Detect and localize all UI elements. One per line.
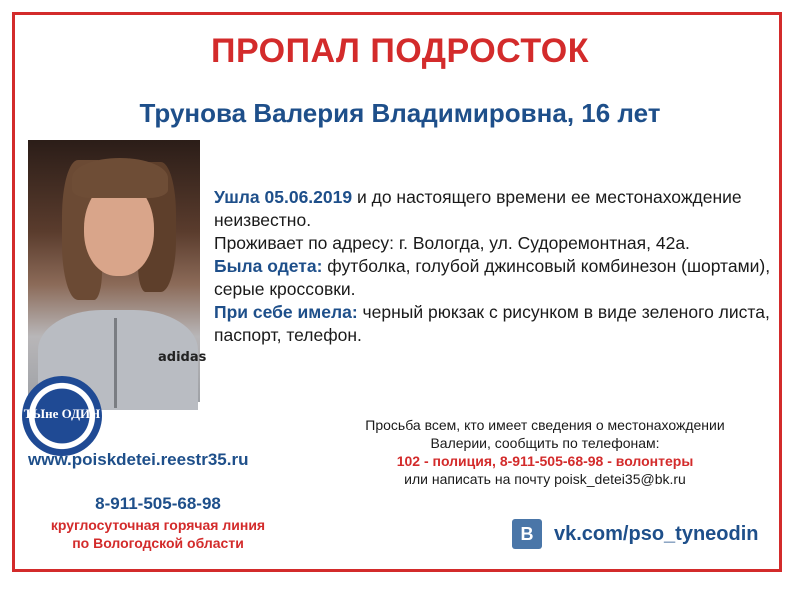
website-link[interactable]: www.poiskdetei.reestr35.ru: [28, 450, 249, 469]
organization-logo: [22, 376, 102, 456]
missing-person-photo: [28, 140, 207, 402]
items-label: При себе имела:: [214, 302, 358, 322]
brand-logo-text: adidas: [158, 350, 207, 365]
request-line-2: Валерии, сообщить по телефонам:: [430, 435, 660, 451]
request-phones: 102 - полиция, 8-911-505-68-98 - волонтеры: [396, 453, 694, 469]
request-email[interactable]: или написать на почту poisk_detei35@bk.ru: [404, 471, 686, 487]
clothes-label: Была одета:: [214, 256, 323, 276]
missing-person-name: Трунова Валерия Владимировна, 16 лет: [139, 98, 661, 128]
zipper-shape: [114, 318, 117, 408]
clothes-paragraph: [214, 255, 774, 301]
logo-text: ТЫне ОДИН: [23, 406, 101, 421]
description: [214, 186, 774, 347]
hotline-number[interactable]: 8-911-505-68-98: [95, 494, 221, 513]
address-paragraph: Проживает по адресу: г. Вологда, ул. Судоремонтная, 42а.: [214, 233, 690, 253]
hotline-description: [28, 516, 288, 552]
hotline-line-2: по Вологодской области: [72, 535, 244, 551]
vk-link[interactable]: vk.com/pso_tyneodin: [554, 522, 759, 545]
hotline-line-1: круглосуточная горячая линия: [50, 517, 266, 533]
contact-request: [330, 416, 760, 488]
hair-shape: [72, 158, 168, 198]
left-date-paragraph: [214, 186, 774, 232]
items-text: черный рюкзак с рисунком в виде зеленого листа, паспорт, телефон.: [214, 302, 770, 345]
left-date-text: и до настоящего времени ее местонахождение неизвестно.: [214, 187, 742, 230]
vk-group[interactable]: [512, 518, 759, 550]
poster-title: ПРОПАЛ ПОДРОСТОК: [211, 32, 589, 70]
vk-icon[interactable]: В: [512, 519, 542, 549]
request-line-1: Просьба всем, кто имеет сведения о местонахождении: [365, 417, 725, 433]
items-paragraph: [214, 301, 774, 347]
clothes-text: футболка, голубой джинсовый комбинезон (шортами), серые кроссовки.: [214, 256, 771, 299]
left-date-label: Ушла 05.06.2019: [214, 187, 353, 207]
